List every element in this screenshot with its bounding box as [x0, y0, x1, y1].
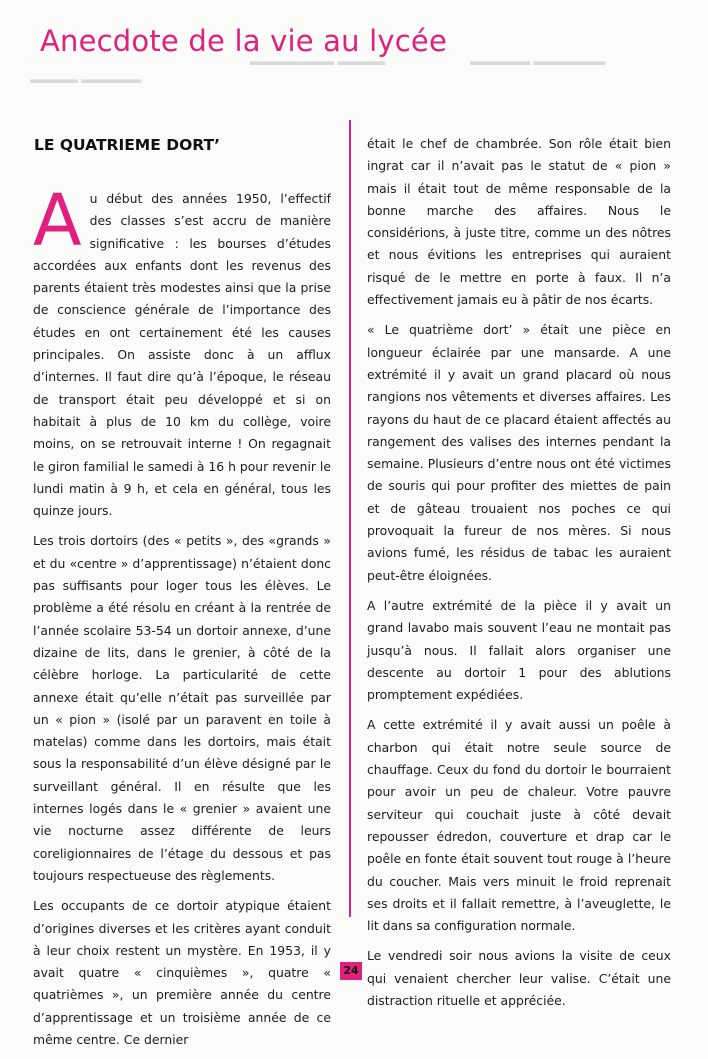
paragraph: Les occupants de ce dortoir atypique étaient d’origines diverses et les critères ayant conduit à leur choix restent un mystère. En 1953, il y avait quatre « cinquièmes », quatre « quatrièmes », un première année du centre d’apprentissage et un troisième année de ce même centre. Ce dernier: [33, 898, 331, 1047]
paragraph: était le chef de chambrée. Son rôle était bien ingrat car il n’avait pas le statut de « pion » mais il était tout de même responsable de la bonne marche des affaires. Nous le considérions, à juste titre, comme un des nôtres et nous évitions les entreprises qui auraient risqué de le mettre en porte à faux. Il n’a effectivement jamais eu à pâtir de nos écarts.: [367, 136, 671, 308]
page-title: Anecdote de la vie au lycée: [40, 24, 447, 58]
column-divider: [349, 120, 351, 917]
paragraph: A cette extrémité il y avait aussi un poêle à charbon qui était notre seule source de chauffage. Ceux du fond du dortoir le bourraient pour avoir un peu de chaleur. Votre pauvre serviteur qui couchait juste à côté devait repousser édredon, couverture et drap car le poêle en fonte était souvent tout rouge à l’heure du coucher. Mais vers minuit le froid reprenait ses droits et il fallait remettre, à l’aveuglette, le lit dans sa configuration normale.: [367, 717, 671, 934]
paragraph: « Le quatrième dort’ » était une pièce en longueur éclairée par une mansarde. A une extrémité il y avait un grand placard où nous rangions nos vêtements et diverses affaires. Les rayons du haut de ce placard étaient affectés au rangement des valises des internes pendant la semaine. Plusieurs d’entre nous ont été victimes de souris qui pour profiter des miettes de pain et de gâteau trouaient nos poches ce qui provoquait la fureur de nos mères. Si nous avions fumé, les résidus de tabac les auraient peut-être éloignées.: [367, 322, 671, 583]
bleed-through-texture: ▬▬▬▬▬ ▬▬▬▬▬▬: [470, 54, 606, 68]
drop-cap: A: [33, 179, 82, 262]
paragraph: Le vendredi soir nous avions la visite de ceux qui venaient chercher leur valise. C’était une distraction rituelle et appréciée.: [367, 948, 671, 1008]
paragraph: A l’autre extrémité de la pièce il y avait un grand lavabo mais souvent l’eau ne montait pas jusqu’à nous. Il fallait alors organiser une descente au dortoir 1 pour des ablutions promptement expédiées.: [367, 597, 671, 703]
page-number-badge: 24: [340, 962, 362, 980]
bleed-through-texture: ▬▬▬▬▬▬▬ ▬▬▬▬: [250, 54, 386, 68]
right-column: [367, 133, 671, 1020]
paragraph-text: u début des années 1950, l’effectif des classes s’est accru de manière significative : les bourses d’études accordées aux enfants dont les revenus des parents étaient très modestes ainsi que la prise de conscience générale de l’importance des études en ont certainement été les causes principales. On assiste donc à un afflux d’internes. Il faut dire qu’à l’époque, le réseau de transport était peu développé et si on habitait à plus de 10 km du collège, voire moins, on se retrouvait interne ! On regagnait le giron familial le samedi à 16 h pour revenir le lundi matin à 9 h, et cela en général, tous les quinze jours.: [33, 191, 331, 519]
left-column: [33, 179, 331, 1059]
paragraph: Les trois dortoirs (des « petits », des «grands » et du «centre » d’apprentissage) n’étaient donc pas suffisants pour loger tous les élèves. Le problème a été résolu en créant à la rentrée de l’année scolaire 53-54 un dortoir annexe, d’une dizaine de lits, dans le grenier, à côté de la célèbre horloge. La particularité de cette annexe était qu’elle n’était pas surveillée par un « pion » (isolé par un paravent en toile à matelas) comme dans les dortoirs, mais était sous la responsabilité d’un élève désigné par le surveillant général. Il en résulte que les internes logés dans le « grenier » avaient une vie nocturne assez différente de leurs coreligionnaires de l’étage du dessous et pas toujours respectueuse des règlements.: [33, 533, 331, 883]
article-heading: LE QUATRIEME DORT’: [34, 136, 220, 154]
paragraph: [33, 179, 331, 522]
bleed-through-texture: ▬▬▬▬ ▬▬▬▬▬: [30, 72, 142, 86]
